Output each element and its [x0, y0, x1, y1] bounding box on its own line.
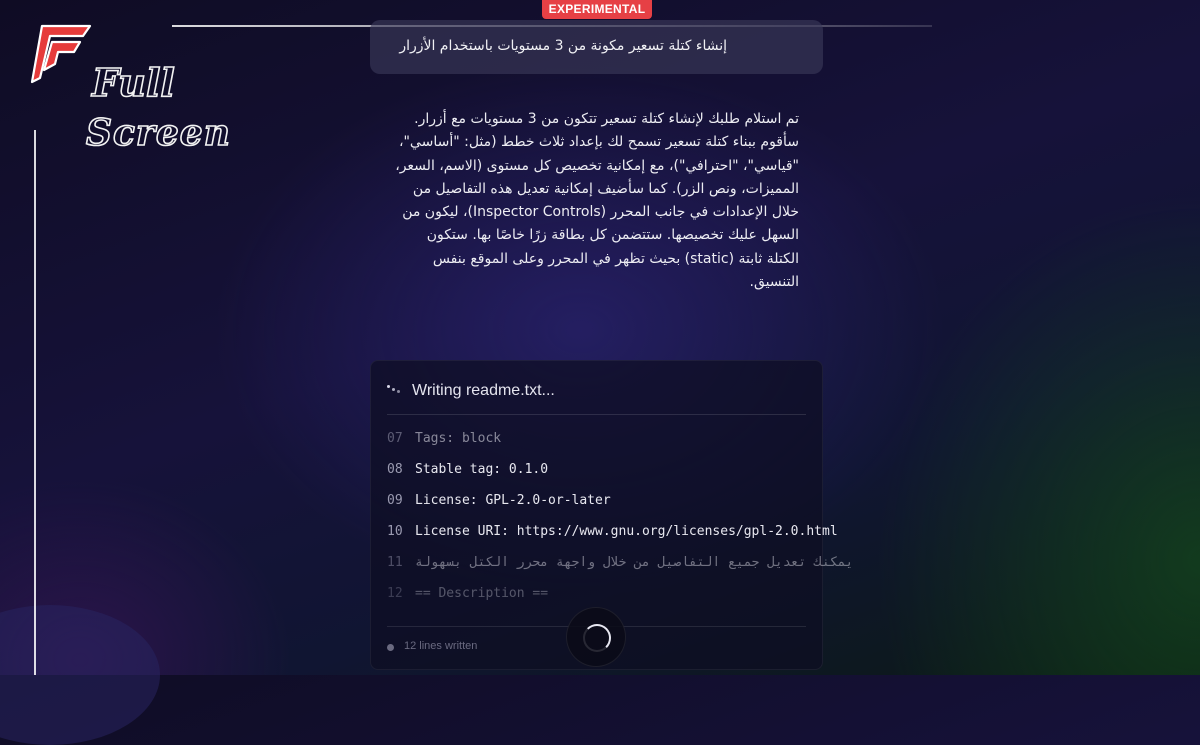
line-number: 07 [387, 431, 403, 446]
line-text: License URI: https://www.gnu.org/licenses/gpl-2.0.html [415, 524, 838, 539]
status-dot-icon [387, 644, 394, 651]
line-text: Tags: block [415, 431, 502, 446]
line-number: 09 [387, 493, 403, 508]
loading-spinner-button[interactable] [566, 607, 626, 667]
line-number: 08 [387, 462, 403, 477]
code-line [387, 462, 808, 493]
panel-header [387, 375, 806, 415]
line-text: License: GPL-2.0-or-later [415, 493, 611, 508]
code-preview [387, 431, 854, 608]
lines-written-count: 12 lines written [404, 640, 478, 652]
line-text: == Description == [415, 586, 549, 601]
code-line [387, 431, 808, 462]
left-divider [34, 130, 36, 675]
loading-dots-icon [387, 383, 409, 397]
assistant-response: تم استلام طلبك لإنشاء كتلة تسعير تتكون من 3 مستويات مع أزرار. سأقوم ببناء كتلة تسعير تسمح لك بإعداد ثلاث خطط (مثل: "أساسي"، "قياسي"، "احترافي")، مع إمكانية تخصيص كل مستوى (الاسم، السعر، المميزات، ونص الزر). كما سأضيف إمكانية تعديل هذه التفاصيل من خلال الإعدادات في جانب المحرر (Inspector Controls)، ليكون من السهل عليك تخصيصها. ستتضمن كل بطاقة زرًا خاصًا بها. ستكون الكتلة ثابتة (static) بحيث تظهر في المحرر وعلى الموقع بنفس التنسيق. [395, 111, 799, 291]
code-line [387, 493, 808, 524]
line-text: Stable tag: 0.1.0 [415, 462, 549, 477]
logo-word-screen: Screen [86, 112, 231, 154]
fullscreen-logo[interactable] [26, 20, 246, 160]
code-line [387, 586, 808, 608]
panel-title: Writing readme.txt... [412, 382, 555, 399]
background-blob [0, 605, 160, 745]
code-line [387, 555, 854, 586]
user-prompt-text: إنشاء كتلة تسعير مكونة من 3 مستويات باستخدام الأزرار [399, 38, 727, 54]
logo-mark-icon [28, 20, 98, 90]
line-number: 10 [387, 524, 403, 539]
spinner-icon [583, 624, 611, 652]
code-line [387, 524, 838, 555]
logo-word-full: Full [92, 60, 175, 105]
experimental-badge: EXPERIMENTAL [542, 0, 652, 19]
user-prompt-bubble [370, 20, 823, 74]
line-number: 11 [387, 555, 403, 570]
line-text: يمكنك تعديل جميع التفاصيل من خلال واجهة محرر الكتل بسهولة [415, 555, 854, 570]
line-number: 12 [387, 586, 403, 601]
